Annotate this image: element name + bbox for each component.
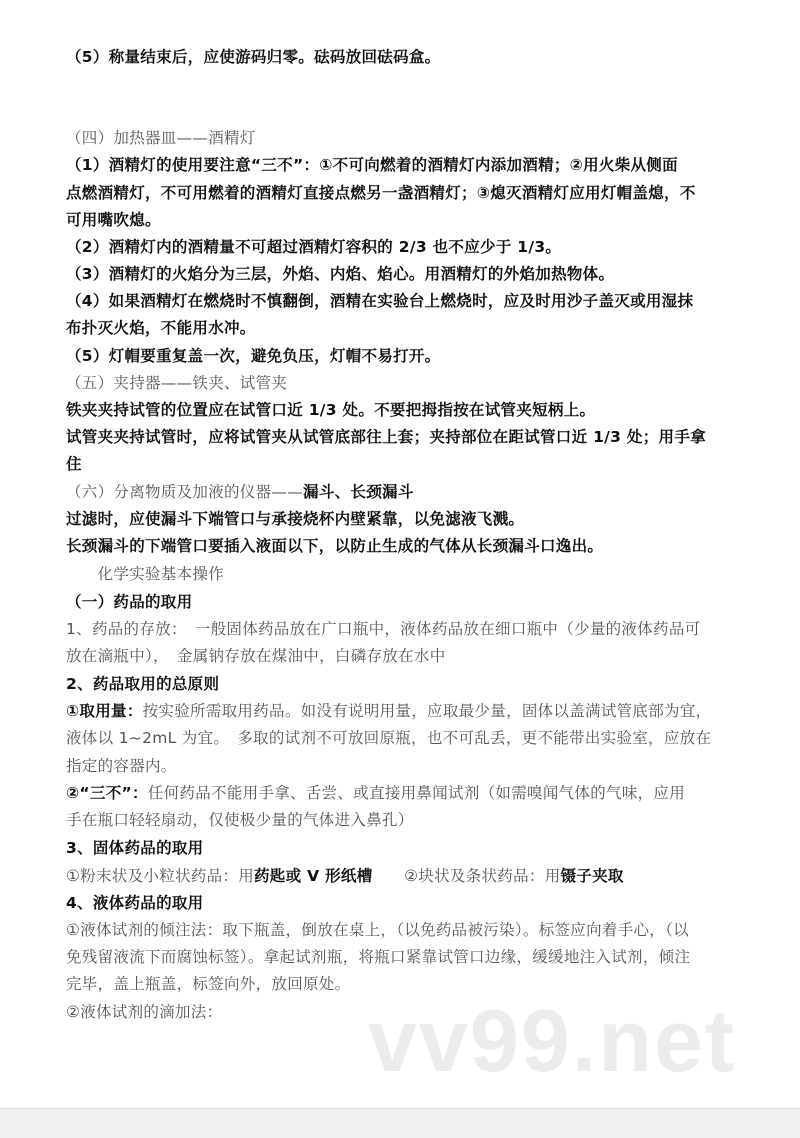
text-line — [66, 210, 161, 230]
text-line — [66, 783, 685, 803]
bold-text: （2）酒精灯内的酒精量不可超过酒精灯容积的 2/3 也不应少于 1/3。 — [66, 238, 562, 256]
bold-text: ②“三不”： — [66, 784, 148, 802]
text-line — [66, 346, 441, 366]
bold-text: 4、液体药品的取用 — [66, 894, 204, 912]
bold-text: 镊子夹取 — [560, 867, 624, 885]
text-line — [66, 564, 224, 584]
watermark: vv99.net — [368, 991, 737, 1090]
text: 指定的容器内。 — [66, 757, 177, 775]
text-line — [66, 155, 678, 175]
text: 任何药品不能用手拿、舌尝、或直接用鼻闻试剂（如需嗅闻气体的气味，应用 — [147, 784, 686, 802]
text-line — [66, 866, 624, 886]
text-line — [66, 701, 711, 721]
text-line — [66, 536, 603, 556]
bold-text: 长颈漏斗的下端管口要插入液面以下，以防止生成的气体从长颈漏斗口逸出。 — [66, 537, 604, 555]
bold-text: 漏斗、长颈漏斗 — [303, 483, 414, 501]
text: （五）夹持器——铁夹、试管夹 — [66, 374, 288, 392]
text-line — [66, 619, 700, 639]
text: 完毕，盖上瓶盖，标签向外，放回原处。 — [66, 975, 351, 993]
page-bottom-bar — [0, 1108, 800, 1138]
text-line — [66, 974, 350, 994]
text: 手在瓶口轻轻扇动，仅使极少量的气体进入鼻孔） — [66, 811, 414, 829]
text-line — [66, 128, 256, 148]
text-line — [66, 264, 614, 284]
bold-text: （3）酒精灯的火焰分为三层，外焰、内焰、焰心。用酒精灯的外焰加热物体。 — [66, 265, 615, 283]
text-line — [66, 592, 192, 612]
bold-text: 住 — [66, 455, 82, 473]
bold-text: 药匙或 V 形纸槽 — [254, 867, 373, 885]
text: 免残留液流下而腐蚀标签）。拿起试剂瓶，将瓶口紧靠试管口边缘，缓缓地注入试剂，倾注 — [66, 948, 691, 966]
text-line — [66, 427, 706, 447]
bold-text: 可用嘴吹熄。 — [66, 211, 161, 229]
text-line — [66, 47, 441, 67]
text-line — [66, 947, 690, 967]
text: 按实验所需取用药品。如没有说明用量，应取最少量，固体以盖满试管底部为宜， — [142, 702, 712, 720]
text: 放在滴瓶中）， 金属钠存放在煤油中，白磷存放在水中 — [66, 647, 446, 665]
bold-text: （5）称量结束后，应使游码归零。砝码放回砝码盒。 — [66, 48, 441, 66]
bold-text: 布扑灭火焰，不能用水冲。 — [66, 319, 256, 337]
bold-text: 铁夹夹持试管的位置应在试管口近 1/3 处。不要把拇指按在试管夹短柄上。 — [66, 401, 596, 419]
text-line — [66, 509, 524, 529]
text-line — [66, 1002, 222, 1022]
text: （四）加热器皿——酒精灯 — [66, 129, 256, 147]
bold-text: 过滤时，应使漏斗下端管口与承接烧杯内壁紧靠，以免滤液飞溅。 — [66, 510, 525, 528]
text-line — [66, 482, 414, 502]
text-line — [66, 920, 689, 940]
text-line — [66, 237, 561, 257]
text-line — [66, 674, 219, 694]
text-line — [66, 400, 595, 420]
bold-text: 3、固体药品的取用 — [66, 839, 204, 857]
text-line — [66, 183, 696, 203]
text-line — [66, 318, 256, 338]
text: 化学实验基本操作 — [66, 565, 225, 583]
bold-text: 2、药品取用的总原则 — [66, 675, 220, 693]
bold-text: （1）酒精灯的使用要注意“三不”：①不可向燃着的酒精灯内添加酒精；②用火柴从侧面 — [66, 156, 678, 174]
bold-text: ①取用量： — [66, 702, 143, 720]
bold-text: （一）药品的取用 — [66, 593, 193, 611]
bold-text: 试管夹夹持试管时，应将试管夹从试管底部往上套；夹持部位在距试管口近 1/3 处；用手拿 — [66, 428, 706, 446]
text: ②液体试剂的滴加法： — [66, 1003, 223, 1021]
text-line — [66, 291, 693, 311]
text-line — [66, 810, 414, 830]
text: ②块状及条状药品：用 — [372, 867, 561, 885]
text-line — [66, 728, 711, 748]
text: ①液体试剂的倾注法：取下瓶盖，倒放在桌上，（以免药品被污染）。标签应向着手心，（以 — [66, 921, 689, 939]
text: ①粉末状及小粒状药品：用 — [66, 867, 254, 885]
text-line — [66, 454, 82, 474]
text: （六）分离物质及加液的仪器—— — [66, 483, 304, 501]
text-line — [66, 373, 287, 393]
text-line — [66, 646, 446, 666]
bold-text: （4）如果酒精灯在燃烧时不慎翻倒，酒精在实验台上燃烧时，应及时用沙子盖灭或用湿抹 — [66, 292, 694, 310]
text: 1、药品的存放： 一般固体药品放在广口瓶中，液体药品放在细口瓶中（少量的液体药品可 — [66, 620, 701, 638]
text-line — [66, 756, 177, 776]
text-line — [66, 893, 204, 913]
text-line — [66, 838, 204, 858]
bold-text: 点燃酒精灯，不可用燃着的酒精灯直接点燃另一盏酒精灯；③熄灭酒精灯应用灯帽盖熄，不 — [66, 184, 696, 202]
text: 液体以 1~2mL 为宜。 多取的试剂不可放回原瓶，也不可乱丢，更不能带出实验室，应放在 — [66, 729, 712, 747]
bold-text: （5）灯帽要重复盖一次，避免负压，灯帽不易打开。 — [66, 347, 441, 365]
